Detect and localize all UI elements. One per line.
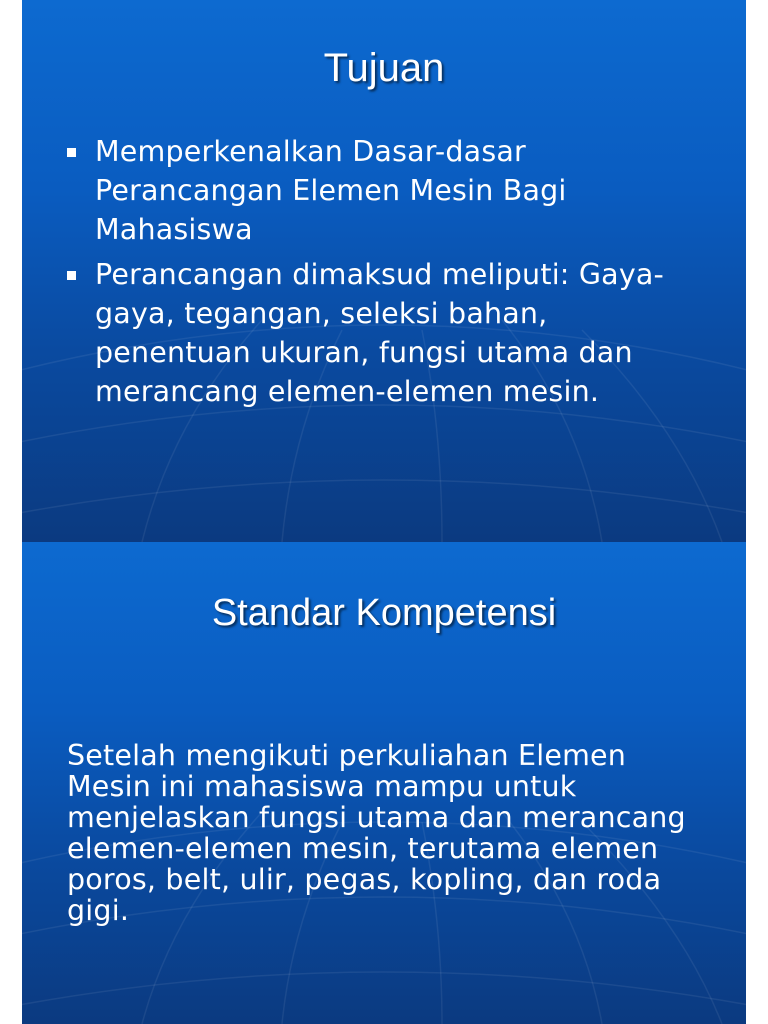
bullet-list	[62, 132, 712, 417]
slide-tujuan	[22, 0, 746, 542]
square-bullet-icon	[67, 271, 76, 280]
slide-title: Standar Kompetensi	[211, 592, 557, 634]
bullet-item	[62, 132, 712, 249]
bullet-item	[62, 255, 712, 411]
bullet-text: Perancangan dimaksud meliputi: Gaya-gaya, tegangan, seleksi bahan, penentuan ukuran, fungsi utama dan merancang elemen-elemen mesin.	[95, 258, 665, 408]
square-bullet-icon	[67, 148, 76, 157]
bullet-text: Memperkenalkan Dasar-dasar Perancangan Elemen Mesin Bagi Mahasiswa	[95, 135, 567, 246]
slide-title: Tujuan	[323, 46, 445, 90]
body-paragraph: Setelah mengikuti perkuliahan Elemen Mesin ini mahasiswa mampu untuk menjelaskan fungsi utama dan merancang elemen-elemen mesin, terutama elemen poros, belt, ulir, pegas, kopling, dan roda gigi.	[67, 739, 686, 927]
slide-standar-kompetensi	[22, 542, 746, 1024]
